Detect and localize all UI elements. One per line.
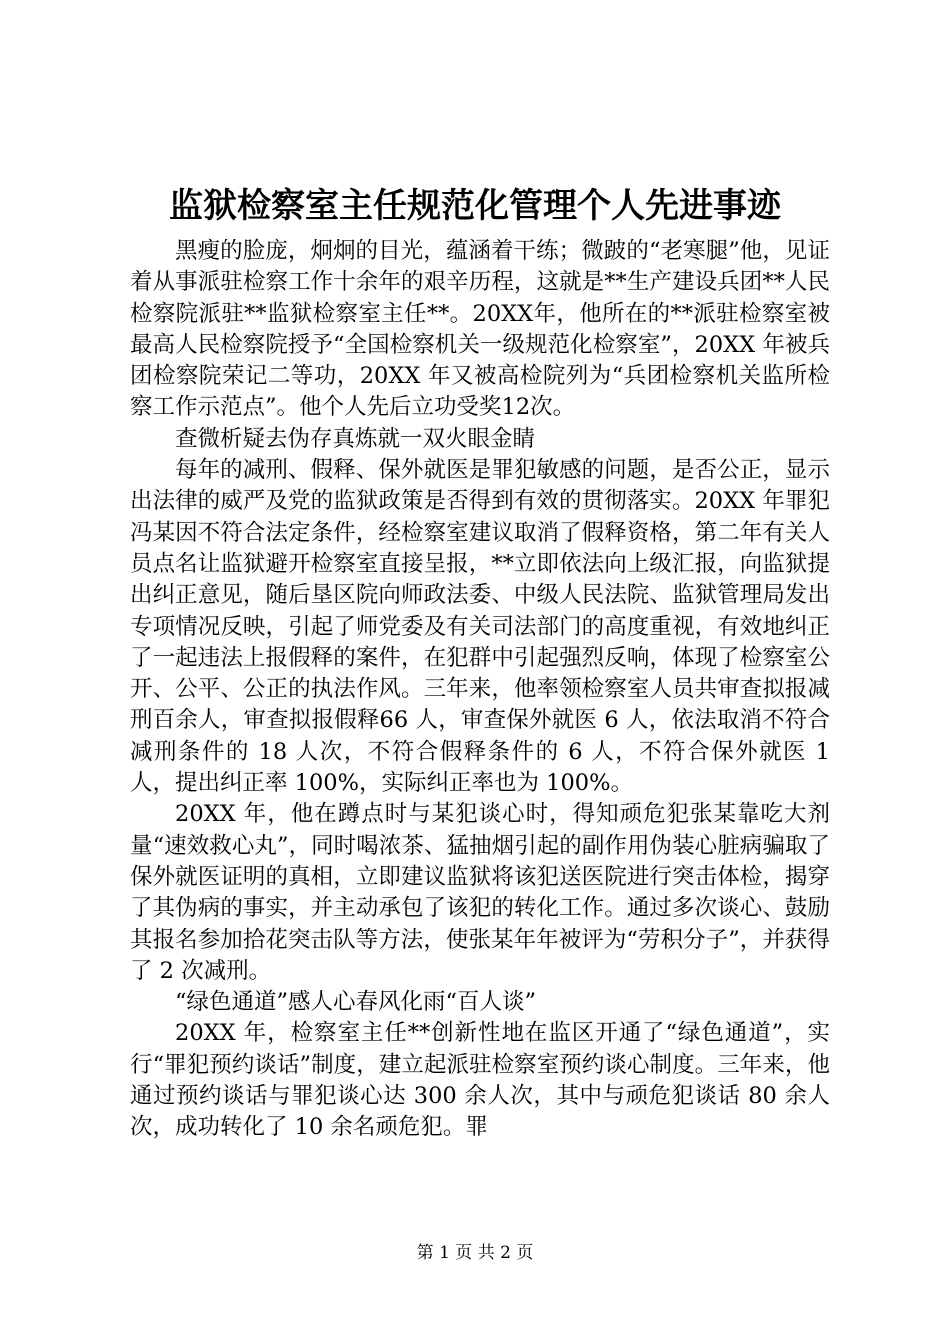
section-heading-2: “绿色通道”感人心春风化雨“百人谈”: [175, 989, 537, 1016]
paragraph-medical-case: 20XX 年，他在蹲点时与某犯谈心时，得知顽危犯张某靠吃大剂量“速效救心丸”，同时喝浓茶、猛抽烟引起的副作用伪装心脏病骗取了保外就医证明的真相，立即建议监狱将该犯送医院进行突击体检，揭穿了其伪病的事实，并主动承包了该犯的转化工作。通过多次谈心、鼓励其报名参加拾花突击队等方法，使张某年年被评为“劳积分子”，并获得了 2 次减刑。: [130, 801, 830, 984]
section-heading-1: 查微析疑去伪存真炼就一双火眼金睛: [175, 425, 536, 452]
page-footer: 第 1 页 共 2 页: [416, 1243, 534, 1263]
document-title: 监狱检察室主任规范化管理个人先进事迹: [169, 186, 781, 226]
paragraph-parole-review: 每年的减刑、假释、保外就医是罪犯敏感的问题，是否公正，显示出法律的威严及党的监狱政策是否得到有效的贯彻落实。20XX 年罪犯冯某因不符合法定条件，经检察室建议取消了假释资格，第二年有关人员点名让监狱避开检察室直接呈报，**立即依法向上级汇报，向监狱提出纠正意见，随后垦区院向师政法委、中级人民法院、监狱管理局发出专项情况反映，引起了师党委及有关司法部门的高度重视，有效地纠正了一起违法上报假释的案件，在犯群中引起强烈反响，体现了检察室公开、公平、公正的执法作风。三年来，他率领检察室人员共审查拟报减刑百余人，审查拟报假释66 人，审查保外就医 6 人，依法取消不符合减刑条件的 18 人次，不符合假释条件的 6 人，不符合保外就医 1 人，提出纠正率 100%，实际纠正率也为 100%。: [130, 457, 830, 797]
document-body: [130, 236, 830, 1144]
paragraph-green-channel: 20XX 年，检察室主任**创新性地在监区开通了“绿色通道”，实行“罪犯预约谈话”制度，建立起派驻检察室预约谈心制度。三年来，他通过预约谈话与罪犯谈心达 300 余人次，其中与顽危犯谈话 80 余人次，成功转化了 10 余名顽危犯。罪: [130, 1020, 830, 1141]
paragraph-intro: 黑瘦的脸庞，炯炯的目光，蕴涵着干练；微跛的“老寒腿”他，见证着从事派驻检察工作十余年的艰辛历程，这就是**生产建设兵团**人民检察院派驻**监狱检察室主任**。20XX年，他所在的**派驻检察室被最高人民检察院授予“全国检察机关一级规范化检察室”，20XX 年被兵团检察院荣记二等功，20XX 年又被高检院列为“兵团检察机关监所检察工作示范点”。他个人先后立功受奖12次。: [130, 238, 830, 421]
